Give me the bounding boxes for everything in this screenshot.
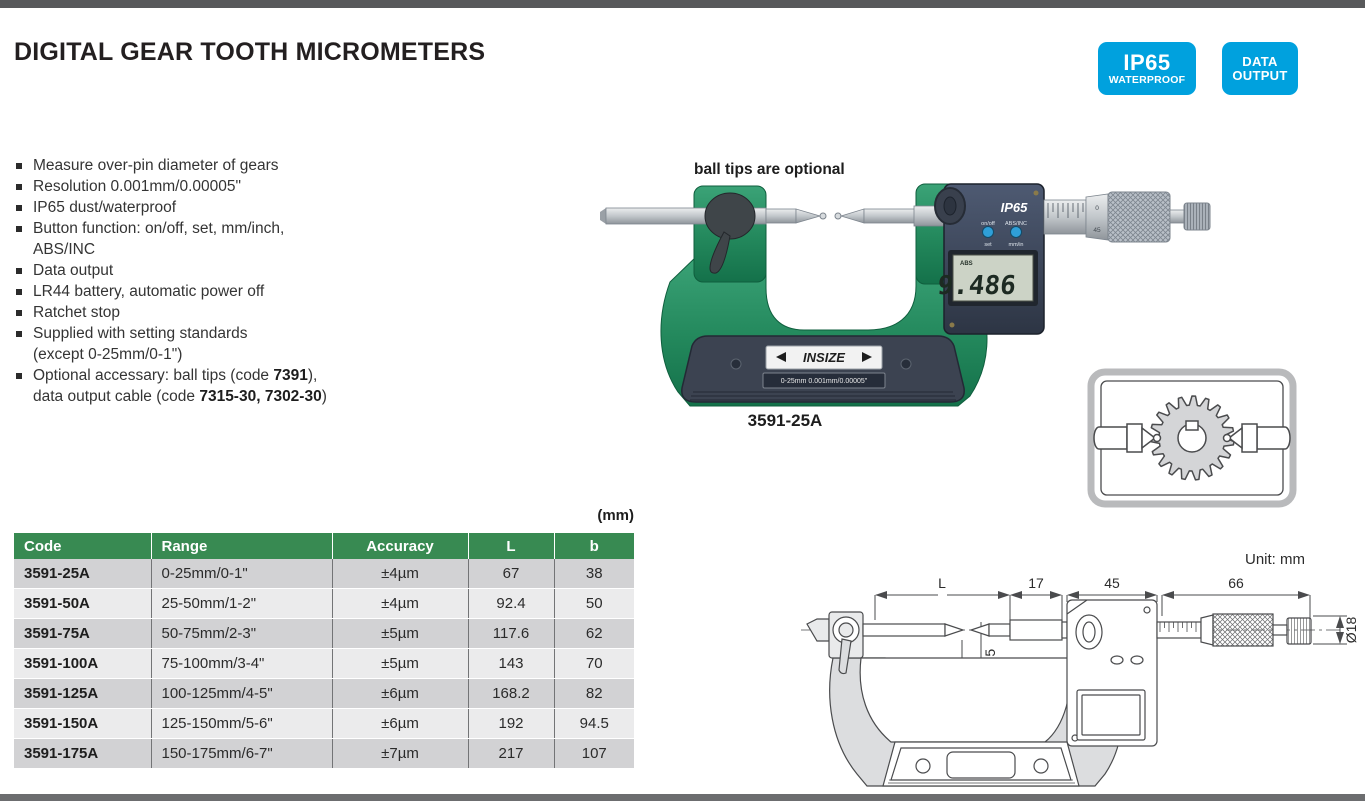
gear-measurement-illustration	[1087, 368, 1297, 508]
bullet-square-icon	[16, 184, 22, 190]
cell-value: 117.6	[468, 619, 554, 649]
feature-list	[14, 155, 454, 407]
cell-value: 94.5	[554, 709, 634, 739]
lcd-value: 9.486	[935, 271, 1018, 301]
cell-value: 25-50mm/1-2"	[151, 589, 332, 619]
bullet-square-icon	[16, 289, 22, 295]
display-housing	[935, 184, 1044, 334]
cell-value: 50-75mm/2-3"	[151, 619, 332, 649]
dim-66-label: 66	[1228, 575, 1244, 591]
device-ip65-label: IP65	[1000, 200, 1028, 215]
feature-item	[14, 281, 454, 302]
cell-value: 75-100mm/3-4"	[151, 649, 332, 679]
table-row	[14, 679, 634, 709]
gear-keyway	[1186, 421, 1198, 430]
grip-screw-icon	[731, 359, 741, 369]
thimble-assembly	[1044, 192, 1210, 242]
cell-code: 3591-175A	[14, 739, 151, 769]
feature-item	[14, 323, 454, 365]
badge-ip65-line1: IP65	[1123, 50, 1171, 76]
table-row	[14, 559, 634, 589]
cell-value: 192	[468, 709, 554, 739]
cell-value: 100-125mm/4-5"	[151, 679, 332, 709]
spec-table	[14, 533, 634, 768]
table-row	[14, 739, 634, 769]
feature-item	[14, 365, 454, 407]
housing-screw-icon	[1034, 191, 1039, 196]
column-header-range: Range	[151, 533, 332, 559]
badge-ip65-line2: WATERPROOF	[1108, 73, 1186, 86]
cell-code: 3591-150A	[14, 709, 151, 739]
table-unit-label: (mm)	[597, 507, 634, 524]
cell-value: 70	[554, 649, 634, 679]
cell-value: ±7µm	[332, 739, 468, 769]
feature-item	[14, 302, 454, 323]
bullet-square-icon	[16, 205, 22, 211]
badge-data-line1: DATA	[1242, 53, 1278, 69]
lcd-mode-label: ABS	[960, 261, 973, 267]
feature-text: Button function: on/off, set, mm/inch, ABS/INC	[33, 220, 285, 258]
ratchet-stop	[1184, 203, 1210, 230]
column-header-code: Code	[14, 533, 151, 559]
cell-value: 92.4	[468, 589, 554, 619]
button2-top-label: ABS/INC	[1004, 221, 1028, 227]
cell-value: ±4µm	[332, 589, 468, 619]
table-row	[14, 649, 634, 679]
onoff-set-button	[983, 227, 994, 238]
abs-inc-button	[1011, 227, 1022, 238]
page-title: DIGITAL GEAR TOOTH MICROMETERS	[14, 38, 486, 66]
button1-top-label: on/off	[981, 221, 995, 227]
feature-text: Ratchet stop	[33, 304, 121, 321]
feature-item	[14, 260, 454, 281]
table-header-row	[14, 533, 634, 559]
cell-code: 3591-50A	[14, 589, 151, 619]
thimble-number-top: 0	[1095, 205, 1099, 212]
bullet-square-icon	[16, 268, 22, 274]
column-header-accuracy: Accuracy	[332, 533, 468, 559]
column-header-l: L	[468, 533, 554, 559]
table-row	[14, 589, 634, 619]
cell-value: 82	[554, 679, 634, 709]
cell-value: ±4µm	[332, 559, 468, 589]
button1-bottom-label: set	[984, 242, 992, 248]
bottom-rule-bar	[0, 794, 1365, 801]
cell-code: 3591-25A	[14, 559, 151, 589]
button2-bottom-label: mm/in	[1008, 242, 1024, 248]
cell-value: 217	[468, 739, 554, 769]
thimble-number-bottom: 45	[1093, 227, 1101, 234]
thimble-knurl	[1108, 192, 1170, 242]
feature-item	[14, 176, 454, 197]
feature-text: Supplied with setting standards (except 0-25mm/0-1")	[33, 325, 248, 363]
top-rule-bar	[0, 0, 1365, 8]
cell-value: ±6µm	[332, 679, 468, 709]
cell-value: 0-25mm/0-1"	[151, 559, 332, 589]
clamp-knob-icon	[705, 193, 755, 239]
brand-logo-text: INSIZE	[803, 350, 845, 365]
grip-plate	[682, 336, 964, 402]
badge-data-output	[1222, 42, 1298, 95]
product-code-caption: 3591-25A	[747, 411, 823, 430]
feature-text: Resolution 0.001mm/0.00005"	[33, 178, 241, 195]
column-header-b: b	[554, 533, 634, 559]
grip-screw-icon	[901, 359, 911, 369]
bullet-square-icon	[16, 373, 22, 379]
feature-item	[14, 155, 454, 176]
bullet-square-icon	[16, 163, 22, 169]
cell-value: 62	[554, 619, 634, 649]
housing-screw-icon	[950, 323, 955, 328]
drawing-outline	[807, 600, 1311, 786]
cell-value: 125-150mm/5-6"	[151, 709, 332, 739]
feature-text: Optional accessary: ball tips (code 7391), data output cable (code 7315-30, 7302-30)	[33, 367, 327, 405]
cell-value: ±5µm	[332, 619, 468, 649]
left-anvil	[600, 193, 826, 273]
technical-drawing	[795, 542, 1365, 792]
feature-item	[14, 218, 454, 260]
feature-item	[14, 197, 454, 218]
feature-text: LR44 battery, automatic power off	[33, 283, 265, 300]
bullet-square-icon	[16, 331, 22, 337]
cell-value: 67	[468, 559, 554, 589]
cell-value: ±6µm	[332, 709, 468, 739]
table-row	[14, 709, 634, 739]
badge-ip65-waterproof	[1098, 42, 1196, 95]
feature-text: Measure over-pin diameter of gears	[33, 157, 279, 174]
cell-code: 3591-100A	[14, 649, 151, 679]
cell-code: 3591-125A	[14, 679, 151, 709]
cell-value: 38	[554, 559, 634, 589]
bullet-square-icon	[16, 310, 22, 316]
bullet-square-icon	[16, 226, 22, 232]
cell-value: 143	[468, 649, 554, 679]
feature-text: IP65 dust/waterproof	[33, 199, 177, 216]
dim-17-label: 17	[1028, 575, 1044, 591]
dim-L-label: L	[938, 575, 946, 591]
ball-tip-icon	[820, 213, 826, 219]
table-row	[14, 619, 634, 649]
range-plate-text: 0-25mm 0.001mm/0.00005"	[780, 378, 868, 385]
drawing-unit-note: Unit: mm	[1245, 551, 1305, 568]
cell-value: 107	[554, 739, 634, 769]
cell-value: 50	[554, 589, 634, 619]
cell-value: 150-175mm/6-7"	[151, 739, 332, 769]
feature-text: Data output	[33, 262, 114, 279]
dim-45-label: 45	[1104, 575, 1120, 591]
cell-value: 168.2	[468, 679, 554, 709]
photo-annotation: ball tips are optional	[694, 161, 845, 178]
badge-data-line2: OUTPUT	[1232, 67, 1288, 83]
cell-value: ±5µm	[332, 649, 468, 679]
dim-dia18-label: Ø18	[1343, 616, 1359, 644]
cell-code: 3591-75A	[14, 619, 151, 649]
